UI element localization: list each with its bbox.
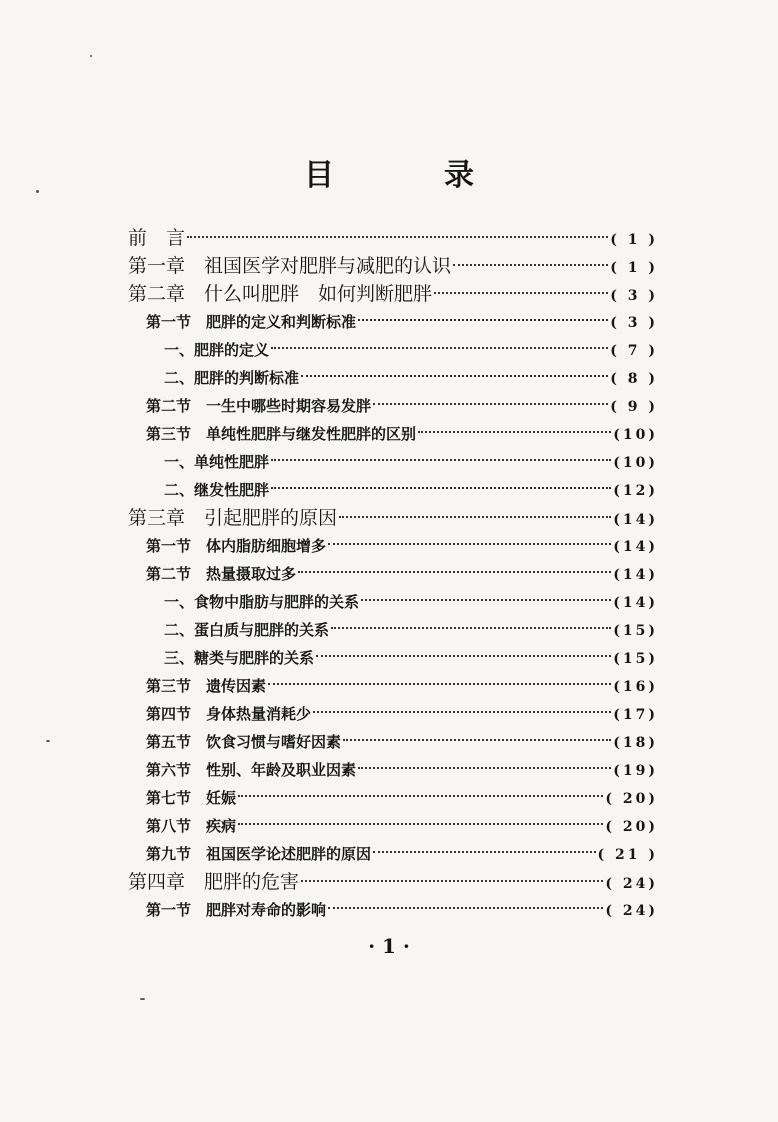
toc-entry (128, 840, 658, 868)
toc-entry-page: ( 20) (605, 819, 658, 835)
dot-leader (271, 486, 611, 489)
toc-entry (128, 224, 658, 252)
toc-entry-label: 第六节 性别、年龄及职业因素 (146, 761, 357, 779)
toc-entry-label: 一、单纯性肥胖 (164, 453, 270, 471)
toc-entry-page: ( 1 ) (610, 232, 658, 248)
toc-entry (128, 756, 658, 784)
toc-entry-page: ( 3 ) (610, 288, 658, 304)
dot-leader (187, 235, 608, 238)
dot-leader (331, 626, 611, 629)
toc-entry-page: (10) (613, 455, 658, 471)
toc-entry (128, 504, 658, 532)
dot-leader (339, 515, 611, 518)
toc-entry (128, 392, 658, 420)
toc-entry (128, 644, 658, 672)
dot-leader (361, 598, 611, 601)
toc-entry-page: ( 8 ) (610, 371, 658, 387)
toc-entry-page: ( 24) (605, 876, 658, 892)
dot-leader (301, 879, 603, 882)
dot-leader (316, 654, 611, 657)
toc-entry-label: 二、肥胖的判断标准 (164, 369, 300, 387)
toc-entry (128, 616, 658, 644)
toc-entry (128, 868, 658, 896)
toc-entry (128, 476, 658, 504)
toc-entry-label: 前 言 (128, 227, 186, 249)
toc-entry-page: ( 24) (605, 903, 658, 919)
toc-entry-label: 一、肥胖的定义 (164, 341, 270, 359)
toc-entry (128, 280, 658, 308)
toc-entry (128, 448, 658, 476)
toc-entry-label: 一、食物中脂肪与肥胖的关系 (164, 593, 360, 611)
toc-entry-label: 第八节 疾病 (146, 817, 237, 835)
toc-entry-label: 第一章 祖国医学对肥胖与减肥的认识 (128, 255, 452, 277)
dot-leader (434, 291, 608, 294)
dot-leader (328, 542, 611, 545)
toc-entry (128, 308, 658, 336)
toc-entry-label: 三、糖类与肥胖的关系 (164, 649, 315, 667)
toc-entry-page: ( 20) (605, 791, 658, 807)
dot-leader (373, 850, 596, 853)
toc-entry (128, 560, 658, 588)
dot-leader (238, 822, 603, 825)
toc-entry-page: (16) (613, 679, 658, 695)
toc-entry-label: 第三章 引起肥胖的原因 (128, 507, 338, 529)
toc-entry (128, 728, 658, 756)
scan-speck (46, 740, 50, 742)
toc-entry-page: (17) (613, 707, 658, 723)
toc-entry (128, 672, 658, 700)
toc-entry-label: 第二节 一生中哪些时期容易发胖 (146, 397, 372, 415)
toc-entry-label: 第四节 身体热量消耗少 (146, 705, 312, 723)
toc-entry-label: 第三节 单纯性肥胖与继发性肥胖的区别 (146, 425, 417, 443)
table-of-contents (128, 224, 658, 924)
toc-entry-page: (14) (613, 539, 658, 555)
dot-leader (343, 738, 611, 741)
toc-entry-page: (14) (613, 512, 658, 528)
toc-entry-label: 第五节 饮食习惯与嗜好因素 (146, 733, 342, 751)
toc-entry-page: (15) (613, 651, 658, 667)
dot-leader (358, 766, 611, 769)
dot-leader (238, 794, 603, 797)
toc-entry-page: ( 3 ) (610, 315, 658, 331)
toc-entry-page: (12) (613, 483, 658, 499)
toc-entry (128, 252, 658, 280)
toc-entry-label: 第一节 肥胖的定义和判断标准 (146, 313, 357, 331)
toc-entry-page: (14) (613, 595, 658, 611)
toc-entry-label: 第三节 遗传因素 (146, 677, 267, 695)
toc-entry-page: (15) (613, 623, 658, 639)
page-number: · 1 · (368, 934, 410, 958)
dot-leader (418, 430, 611, 433)
toc-entry (128, 896, 658, 924)
dot-leader (268, 682, 611, 685)
dot-leader (328, 906, 603, 909)
toc-entry (128, 588, 658, 616)
toc-entry-label: 二、继发性肥胖 (164, 481, 270, 499)
dot-leader (301, 374, 608, 377)
toc-entry-page: ( 9 ) (610, 399, 658, 415)
toc-entry-page: (18) (613, 735, 658, 751)
dot-leader (313, 710, 611, 713)
scan-speck (90, 55, 92, 57)
toc-entry-page: ( 1 ) (610, 260, 658, 276)
toc-entry-label: 第一节 体内脂肪细胞增多 (146, 537, 327, 555)
scan-speck (140, 998, 145, 1000)
toc-entry-label: 第九节 祖国医学论述肥胖的原因 (146, 845, 372, 863)
toc-entry-page: (19) (613, 763, 658, 779)
dot-leader (453, 263, 608, 266)
toc-entry (128, 364, 658, 392)
toc-entry (128, 812, 658, 840)
toc-entry-page: (14) (613, 567, 658, 583)
toc-entry-label: 第二节 热量摄取过多 (146, 565, 297, 583)
dot-leader (271, 346, 608, 349)
toc-entry-label: 第二章 什么叫肥胖 如何判断肥胖 (128, 283, 433, 305)
toc-entry (128, 784, 658, 812)
toc-entry (128, 336, 658, 364)
dot-leader (373, 402, 608, 405)
toc-entry-label: 第一节 肥胖对寿命的影响 (146, 901, 327, 919)
toc-entry-page: ( 21 ) (597, 847, 658, 863)
dot-leader (358, 318, 608, 321)
toc-entry (128, 532, 658, 560)
scan-speck (36, 190, 39, 193)
toc-title: 目 录 (304, 158, 514, 193)
dot-leader (271, 458, 611, 461)
toc-entry-page: ( 7 ) (610, 343, 658, 359)
toc-entry-label: 第四章 肥胖的危害 (128, 871, 300, 893)
toc-entry-page: (10) (613, 427, 658, 443)
toc-entry (128, 420, 658, 448)
toc-entry (128, 700, 658, 728)
toc-entry-label: 二、蛋白质与肥胖的关系 (164, 621, 330, 639)
dot-leader (298, 570, 611, 573)
toc-entry-label: 第七节 妊娠 (146, 789, 237, 807)
